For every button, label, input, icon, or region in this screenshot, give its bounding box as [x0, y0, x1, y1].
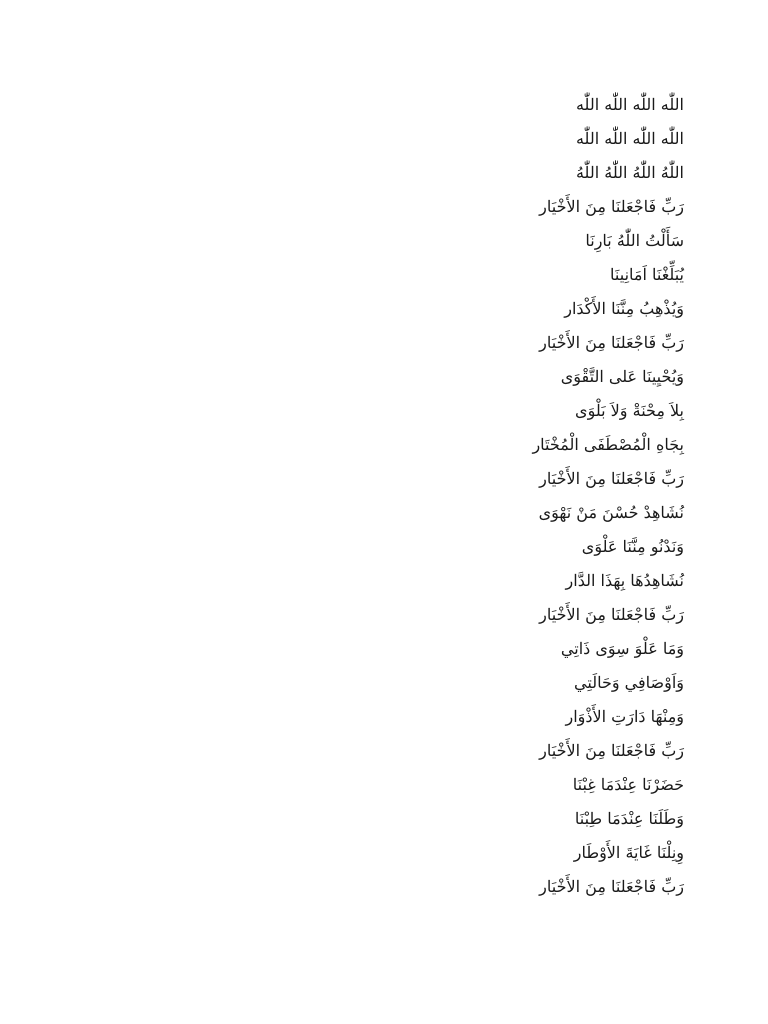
poem-line-10: بِلاَ مِحْنَةْ وَلاَ بَلْوَى	[575, 401, 684, 420]
poem-line-22: وَطَلَنَا عِنْدَمَا طِبْنَا	[574, 809, 684, 828]
poem-line-3: اللّٰهُ اللّٰهُ اللّٰهُ اللّٰهُ	[575, 163, 684, 182]
poem-line-7: وَيُذْهِبُ مِنَّنَا الأَكْدَار	[564, 299, 684, 318]
poem-line-24: رَبِّ فَاجْعَلنَا مِنَ الأَخْيَار	[539, 877, 684, 896]
poem-line-19: وَمِنْهَا دَارَتِ الأَذْوَار	[565, 707, 684, 726]
poem-line-6: يُبَلِّغْنَا اَمَانِينَا	[610, 265, 684, 284]
poem-line-8: رَبِّ فَاجْعَلنَا مِنَ الأَخْيَار	[539, 333, 684, 352]
poem-line-21: حَضَرْنَا عِنْدَمَا غِبْنَا	[572, 775, 684, 794]
poem-line-15: نُشَاهِدُهَا بِهَذَا الدَّار	[565, 571, 684, 590]
poem-line-18: وَاَوْصَافِي وَحَالَتِي	[574, 673, 684, 692]
poem-line-14: وَنَدْنُو مِنَّنَا عَلْوَى	[581, 537, 684, 556]
poem-text-block	[444, 88, 684, 904]
poem-line-2: اللّٰه اللّٰه اللّٰه اللّٰه	[575, 129, 684, 148]
poem-line-23: وِنِلْنَا غَايَةَ الأَوْطَار	[573, 843, 684, 862]
poem-line-11: بِجَاهِ الْمُصْطَفَى الْمُخْتَار	[532, 435, 684, 454]
poem-line-17: وَمَا عَلْوَ سِوَى ذَاتِي	[560, 639, 684, 658]
poem-line-1: اللّٰه اللّٰه اللّٰه اللّٰه	[575, 95, 684, 114]
poem-line-4: رَبِّ فَاجْعَلنَا مِنَ الأَخْيَار	[539, 197, 684, 216]
poem-line-16: رَبِّ فَاجْعَلنَا مِنَ الأَخْيَار	[539, 605, 684, 624]
poem-line-20: رَبِّ فَاجْعَلنَا مِنَ الأَخْيَار	[539, 741, 684, 760]
poem-line-13: نُشَاهِدْ حُسْنَ مَنْ نَهْوَى	[538, 503, 684, 522]
poem-line-9: وَيُحْيِينَا عَلى التَّقْوَى	[560, 367, 684, 386]
poem-line-12: رَبِّ فَاجْعَلنَا مِنَ الأَخْيَار	[539, 469, 684, 488]
poem-line-5: سَأَلْتُ اللّٰهُ بَارِنَا	[585, 231, 684, 250]
